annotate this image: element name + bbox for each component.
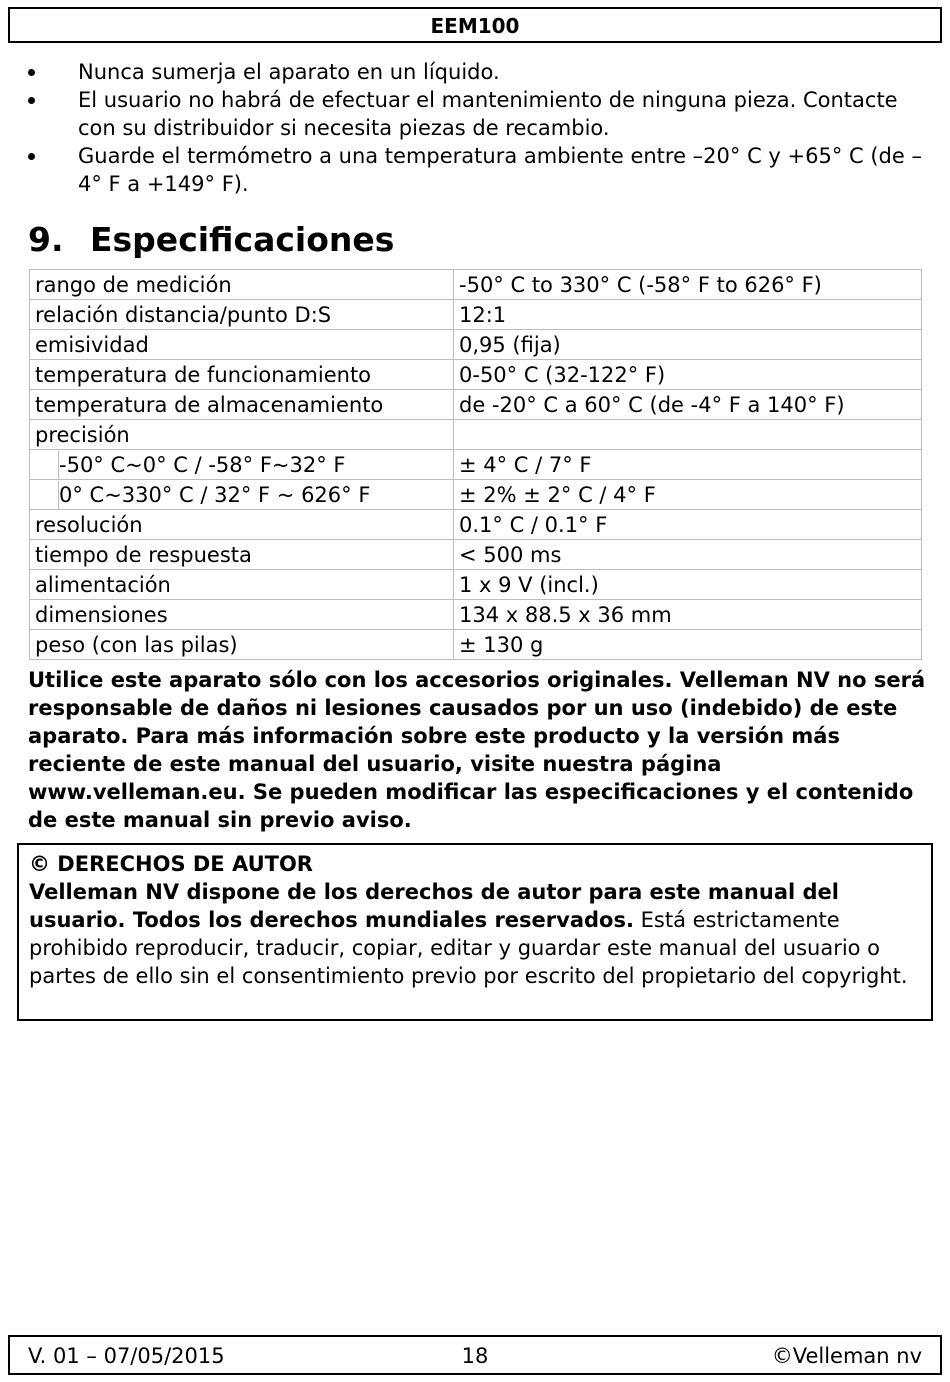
spec-value: 1 x 9 V (incl.): [454, 570, 922, 600]
spec-label: relación distancia/punto D:S: [30, 300, 454, 330]
table-row: [30, 570, 922, 600]
spec-value: -50° C to 330° C (-58° F to 626° F): [454, 270, 922, 300]
bullet-text: Nunca sumerja el aparato en un líquido.: [78, 60, 500, 84]
spec-label: peso (con las pilas): [30, 630, 454, 660]
table-row: [30, 360, 922, 390]
table-row: [30, 390, 922, 420]
spec-value: 12:1: [454, 300, 922, 330]
specifications-table: [29, 269, 922, 660]
table-row: [30, 420, 922, 450]
spec-value: 134 x 88.5 x 36 mm: [454, 600, 922, 630]
spec-label: dimensiones: [30, 600, 454, 630]
page-header: [8, 7, 942, 43]
spec-label: tiempo de respuesta: [30, 540, 454, 570]
spec-label: temperatura de almacenamiento: [30, 390, 454, 420]
copyright-bold-text: Velleman NV dispone de los derechos de autor para este manual del usuario. Todos los derechos mundiales reservados.: [29, 880, 839, 932]
spec-label: resolución: [30, 510, 454, 540]
spec-label: rango de medición: [30, 270, 454, 300]
section-title: Especificaciones: [90, 220, 395, 259]
table-row: [30, 300, 922, 330]
spec-value: de -20° C a 60° C (de -4° F a 140° F): [454, 390, 922, 420]
spec-label: emisividad: [30, 330, 454, 360]
section-number: 9.: [28, 220, 64, 259]
table-row: [30, 600, 922, 630]
bullet-item: [22, 86, 922, 142]
copyright-box: [17, 843, 933, 1021]
copyright-title: © DERECHOS DE AUTOR: [29, 852, 313, 876]
table-row: [30, 330, 922, 360]
table-row: [30, 540, 922, 570]
version-date: V. 01 – 07/05/2015: [28, 1344, 225, 1368]
safety-bullet-list: [22, 58, 922, 198]
product-code: EEM100: [430, 14, 520, 38]
bullet-icon: [28, 69, 35, 76]
spec-label: alimentación: [30, 570, 454, 600]
bullet-text: El usuario no habrá de efectuar el mantenimiento de ninguna pieza. Contacte con su distribuidor si necesita piezas de recambio.: [78, 88, 898, 140]
bullet-icon: [28, 153, 35, 160]
section-heading: [28, 218, 394, 262]
bullet-icon: [28, 97, 35, 104]
table-subrow: [30, 450, 922, 480]
table-row: [30, 630, 922, 660]
usage-notice: Utilice este aparato sólo con los accesorios originales. Velleman NV no será responsable de daños ni lesiones causados por un uso (indebido) de este aparato. Para más información sobre este producto y la versión más reciente de este manual del usuario, visite nuestra página www.velleman.eu. Se pueden modificar las especificaciones y el contenido de este manual sin previo aviso.: [28, 668, 926, 832]
spec-value: ± 2% ± 2° C / 4° F: [454, 480, 922, 510]
company-copyright: ©Velleman nv: [771, 1344, 922, 1368]
spec-value: [454, 420, 922, 450]
table-subrow: [30, 480, 922, 510]
spec-sublabel: -50° C~0° C / -58° F~32° F: [30, 450, 454, 480]
bullet-text: Guarde el termómetro a una temperatura ambiente entre –20° C y +65° C (de –4° F a +149° F).: [78, 144, 922, 196]
spec-value: ± 130 g: [454, 630, 922, 660]
copyright-body: [29, 878, 921, 990]
spec-label: temperatura de funcionamiento: [30, 360, 454, 390]
page-number: 18: [461, 1344, 489, 1368]
copyright-text: Está estrictamente prohibido reproducir, traducir, copiar, editar y guardar este manual del usuario o partes de ello sin el consentimiento previo por escrito del propietario del copyright.: [29, 908, 908, 988]
spec-value: ± 4° C / 7° F: [454, 450, 922, 480]
bullet-item: [22, 58, 922, 86]
spec-label: precisión: [30, 420, 454, 450]
spec-value: 0.1° C / 0.1° F: [454, 510, 922, 540]
table-row: [30, 270, 922, 300]
spec-sublabel: 0° C~330° C / 32° F ~ 626° F: [30, 480, 454, 510]
table-row: [30, 510, 922, 540]
page-footer: [8, 1335, 942, 1375]
spec-value: 0,95 (fija): [454, 330, 922, 360]
spec-value: 0-50° C (32-122° F): [454, 360, 922, 390]
bullet-item: [22, 142, 922, 198]
spec-value: < 500 ms: [454, 540, 922, 570]
